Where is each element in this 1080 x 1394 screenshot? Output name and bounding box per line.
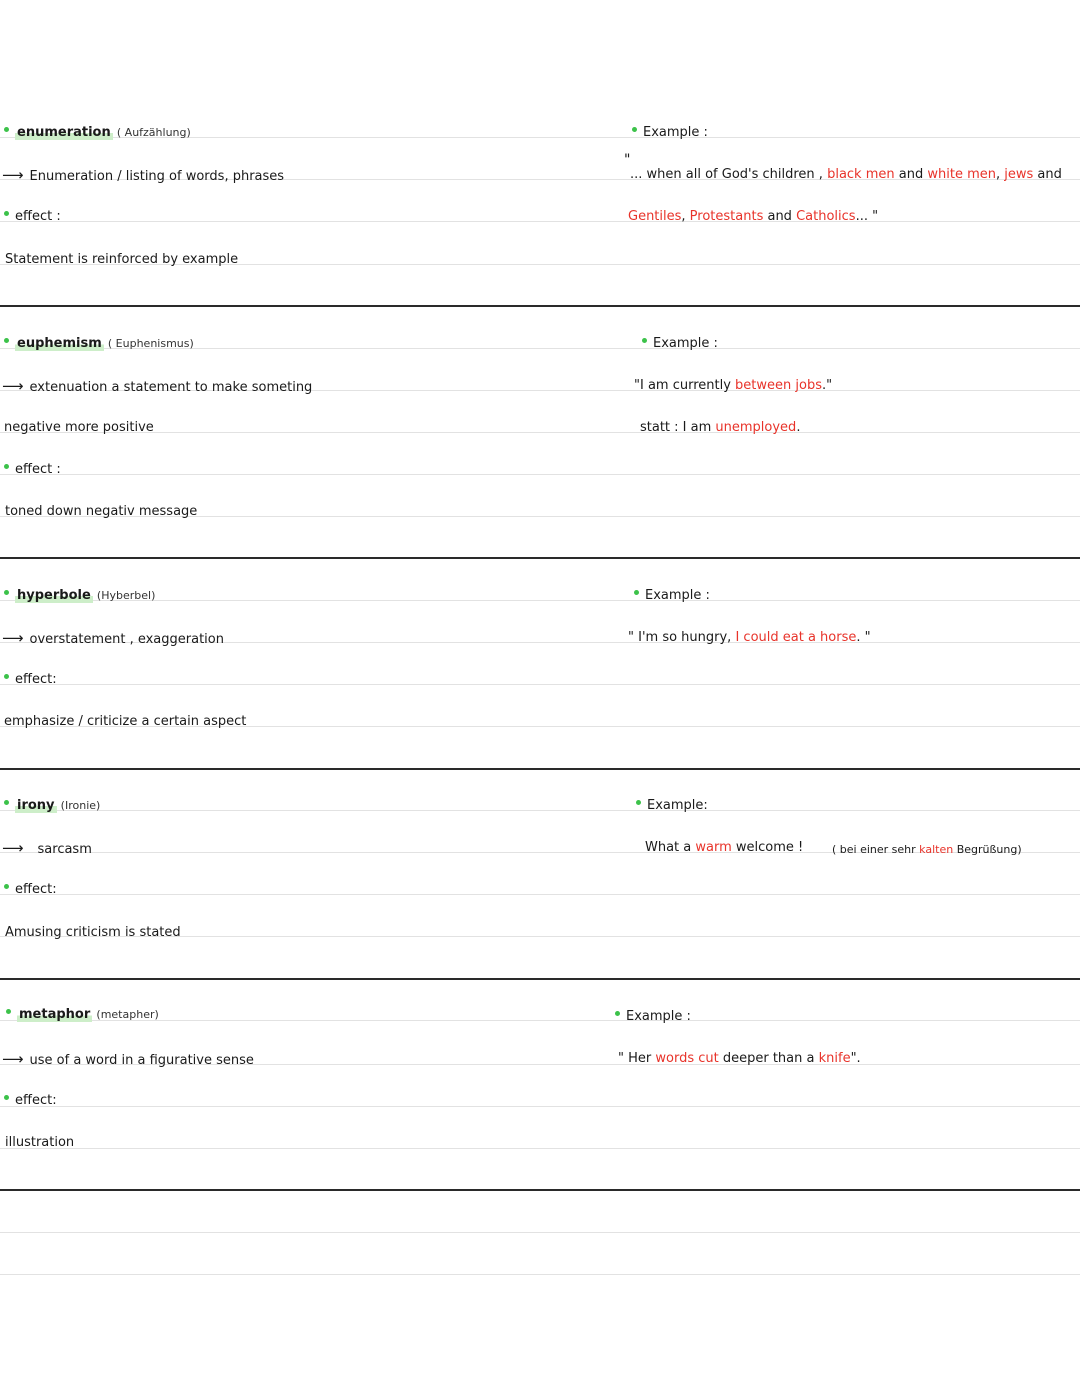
example-label xyxy=(636,798,708,814)
example-highlight: white men xyxy=(927,167,996,182)
effect-label xyxy=(4,882,57,898)
example-text: ". xyxy=(850,1051,861,1066)
example-text: and xyxy=(763,209,797,224)
effect-label xyxy=(4,462,61,478)
term-name: hyperbole xyxy=(17,588,91,603)
bullet-dot-icon xyxy=(6,1009,11,1014)
example-highlight: kalten xyxy=(919,843,954,856)
example-highlight: jews xyxy=(1004,167,1034,182)
example-line-1 xyxy=(630,167,1062,183)
section-divider xyxy=(0,768,1080,770)
example-highlight: Protestants xyxy=(689,209,764,224)
example-text: " Her xyxy=(618,1051,656,1066)
effect-label xyxy=(4,672,57,688)
effect-text: Statement is reinforced by example xyxy=(5,252,239,267)
example-text: statt : I am xyxy=(640,420,716,435)
example-text: ... " xyxy=(855,209,879,224)
bullet-dot-icon xyxy=(632,127,637,132)
example-text: " I'm so hungry, xyxy=(628,630,736,645)
effect-text: toned down negativ message xyxy=(5,504,198,519)
example-highlight: words cut xyxy=(655,1051,719,1066)
example-label-text: Example : xyxy=(653,336,718,351)
example-line-1 xyxy=(645,840,803,856)
arrow-right-icon: ⟶ xyxy=(2,629,24,647)
example-text: . " xyxy=(856,630,871,645)
example-line-2 xyxy=(628,209,878,225)
arrow-right-icon: ⟶ xyxy=(2,839,24,857)
definition xyxy=(2,167,284,185)
example-highlight: Catholics xyxy=(796,209,856,224)
definition-text: sarcasm xyxy=(37,842,92,857)
example-label-text: Example: xyxy=(647,798,708,813)
term-heading xyxy=(6,1007,159,1023)
bullet-dot-icon xyxy=(4,884,9,889)
bullet-dot-icon xyxy=(4,590,9,595)
example-highlight: I could eat a horse xyxy=(735,630,857,645)
example-text: and xyxy=(1033,167,1062,182)
arrow-right-icon: ⟶ xyxy=(2,377,24,395)
term-german: (Hyberbel) xyxy=(96,589,156,602)
section-divider xyxy=(0,557,1080,559)
bullet-dot-icon xyxy=(4,211,9,216)
bullet-dot-icon xyxy=(642,338,647,343)
effect-label-text: effect: xyxy=(15,882,57,897)
example-note xyxy=(832,842,1022,858)
bullet-dot-icon xyxy=(4,1095,9,1100)
bullet-dot-icon xyxy=(4,464,9,469)
arrow-right-icon: ⟶ xyxy=(2,1050,24,1068)
definition xyxy=(2,630,224,648)
definition xyxy=(2,840,92,858)
arrow-right-icon: ⟶ xyxy=(2,166,24,184)
term-german: ( Euphenismus) xyxy=(107,337,194,350)
section-divider xyxy=(0,1189,1080,1191)
effect-label-text: effect : xyxy=(15,462,61,477)
definition xyxy=(2,378,312,396)
example-highlight: between jobs xyxy=(735,378,822,393)
example-label-text: Example : xyxy=(643,125,708,140)
example-label xyxy=(632,125,708,141)
example-label-text: Example : xyxy=(626,1009,691,1024)
effect-label xyxy=(4,1093,57,1109)
term-name: enumeration xyxy=(17,125,111,140)
definition-text: overstatement , exaggeration xyxy=(29,632,224,647)
example-text: deeper than a xyxy=(718,1051,819,1066)
example-label xyxy=(615,1009,691,1025)
example-highlight: unemployed xyxy=(715,420,797,435)
effect-text: illustration xyxy=(5,1135,75,1150)
example-highlight: knife xyxy=(818,1051,851,1066)
term-name: irony xyxy=(17,798,55,813)
example-line-1 xyxy=(628,630,871,646)
example-label-text: Example : xyxy=(645,588,710,603)
bullet-dot-icon xyxy=(4,800,9,805)
effect-text: Amusing criticism is stated xyxy=(5,925,181,940)
example-text: welcome ! xyxy=(731,840,804,855)
example-text: "I am currently xyxy=(634,378,736,393)
term-heading xyxy=(4,125,191,141)
example-text: and xyxy=(894,167,928,182)
example-highlight: Gentiles xyxy=(628,209,682,224)
effect-label-text: effect : xyxy=(15,209,61,224)
example-text: What a xyxy=(645,840,696,855)
definition-text: Enumeration / listing of words, phrases xyxy=(29,169,285,184)
term-german: (metapher) xyxy=(96,1008,159,1021)
example-highlight: warm xyxy=(695,840,732,855)
effect-text: emphasize / criticize a certain aspect xyxy=(4,714,247,729)
term-german: (Ironie) xyxy=(60,799,101,812)
example-text: , xyxy=(995,167,1005,182)
term-heading xyxy=(4,336,194,352)
open-quote-icon: " xyxy=(624,152,631,168)
example-text: , xyxy=(681,209,690,224)
bullet-dot-icon xyxy=(636,800,641,805)
example-text: ." xyxy=(821,378,833,393)
term-name: metaphor xyxy=(19,1007,91,1022)
bullet-dot-icon xyxy=(615,1011,620,1016)
effect-label-text: effect: xyxy=(15,1093,57,1108)
term-name: euphemism xyxy=(17,336,102,351)
bullet-dot-icon xyxy=(4,127,9,132)
bullet-dot-icon xyxy=(4,338,9,343)
section-divider xyxy=(0,305,1080,307)
definition-text: extenuation a statement to make someting xyxy=(29,380,313,395)
effect-label xyxy=(4,209,61,225)
example-text: ( bei einer sehr xyxy=(832,843,920,856)
term-heading xyxy=(4,798,100,814)
example-text: Begrüßung) xyxy=(953,843,1022,856)
term-heading xyxy=(4,588,155,604)
section-divider xyxy=(0,978,1080,980)
definition-text: use of a word in a figurative sense xyxy=(29,1053,254,1068)
example-line-1 xyxy=(634,378,832,394)
example-label xyxy=(634,588,710,604)
example-text: ... when all of God's children , xyxy=(630,167,828,182)
example-line-2 xyxy=(640,420,800,436)
effect-label-text: effect: xyxy=(15,672,57,687)
bullet-dot-icon xyxy=(634,590,639,595)
example-text: . xyxy=(796,420,801,435)
definition xyxy=(2,1051,254,1069)
definition-continued: negative more positive xyxy=(4,420,154,435)
example-label xyxy=(642,336,718,352)
example-highlight: black men xyxy=(827,167,895,182)
example-line-1 xyxy=(618,1051,861,1067)
term-german: ( Aufzählung) xyxy=(116,126,191,139)
bullet-dot-icon xyxy=(4,674,9,679)
